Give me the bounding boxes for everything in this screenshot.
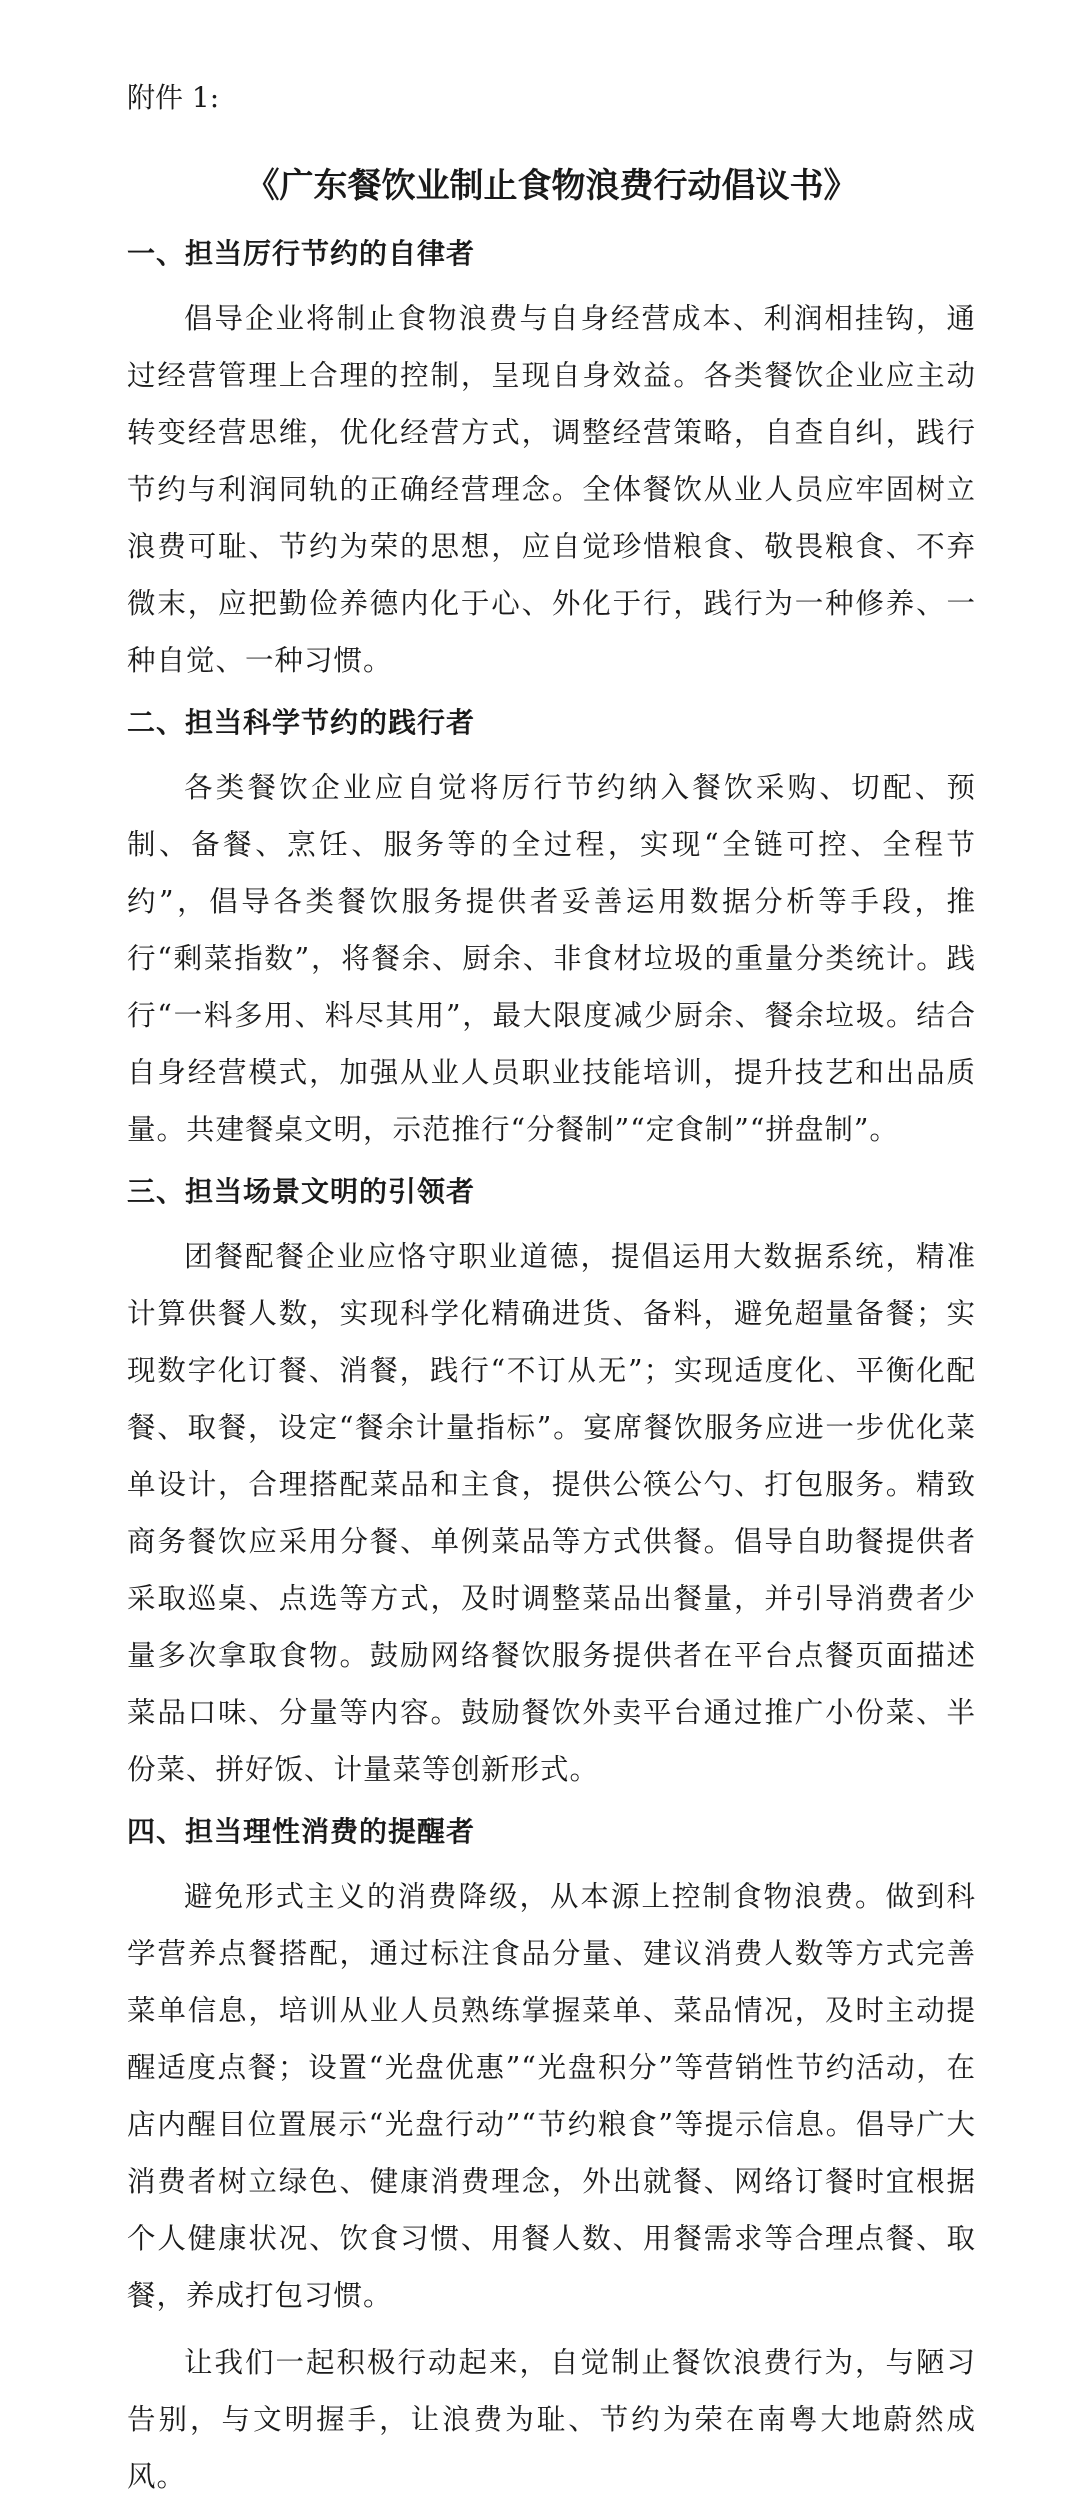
section-1 bbox=[127, 230, 976, 689]
closing-paragraph: 让我们一起积极行动起来，自觉制止餐饮浪费行为，与陋习告别，与文明握手，让浪费为耻、节约为荣在南粤大地蔚然成风。 bbox=[127, 2346, 976, 2493]
document-title: 《广东餐饮业制止食物浪费行动倡议书》 bbox=[245, 166, 858, 206]
attachment-label: 附件 1: bbox=[127, 81, 220, 114]
section-4 bbox=[127, 1808, 976, 2324]
section-3 bbox=[127, 1168, 976, 1798]
section-paragraph: 团餐配餐企业应恪守职业道德，提倡运用大数据系统，精准计算供餐人数，实现科学化精确进货、备料，避免超量备餐；实现数字化订餐、消餐，践行“不订从无”；实现适度化、平衡化配餐、取餐，设定“餐余计量指标”。宴席餐饮服务应进一步优化菜单设计，合理搭配菜品和主食，提供公筷公勺、打包服务。精致商务餐饮应采用分餐、单例菜品等方式供餐。倡导自助餐提供者采取巡桌、点选等方式，及时调整菜品出餐量，并引导消费者少量多次拿取食物。鼓励网络餐饮服务提供者在平台点餐页面描述菜品口味、分量等内容。鼓励餐饮外卖平台通过推广小份菜、半份菜、拼好饭、计量菜等创新形式。 bbox=[127, 1240, 976, 1786]
section-2 bbox=[127, 699, 976, 1158]
section-paragraph: 各类餐饮企业应自觉将厉行节约纳入餐饮采购、切配、预制、备餐、烹饪、服务等的全过程，实现“全链可控、全程节约”，倡导各类餐饮服务提供者妥善运用数据分析等手段，推行“剩菜指数”，将餐余、厨余、非食材垃圾的重量分类统计。践行“一料多用、料尽其用”，最大限度减少厨余、餐余垃圾。结合自身经营模式，加强从业人员职业技能培训，提升技艺和出品质量。共建餐桌文明，示范推行“分餐制”“定食制”“拼盘制”。 bbox=[127, 771, 976, 1146]
section-heading: 四、担当理性消费的提醒者 bbox=[127, 1815, 476, 1848]
section-paragraph: 避免形式主义的消费降级，从本源上控制食物浪费。做到科学营养点餐搭配，通过标注食品分量、建议消费人数等方式完善菜单信息，培训从业人员熟练掌握菜单、菜品情况，及时主动提醒适度点餐；设置“光盘优惠”“光盘积分”等营销性节约活动，在店内醒目位置展示“光盘行动”“节约粮食”等提示信息。倡导广大消费者树立绿色、健康消费理念，外出就餐、网络订餐时宜根据个人健康状况、饮食习惯、用餐人数、用餐需求等合理点餐、取餐，养成打包习惯。 bbox=[127, 1880, 976, 2312]
section-paragraph: 倡导企业将制止食物浪费与自身经营成本、利润相挂钩，通过经营管理上合理的控制，呈现自身效益。各类餐饮企业应主动转变经营思维，优化经营方式，调整经营策略，自查自纠，践行节约与利润同轨的正确经营理念。全体餐饮从业人员应牢固树立浪费可耻、节约为荣的思想，应自觉珍惜粮食、敬畏粮食、不弃微末，应把勤俭养德内化于心、外化于行，践行为一种修养、一种自觉、一种习惯。 bbox=[127, 302, 976, 677]
section-heading: 一、担当厉行节约的自律者 bbox=[127, 237, 476, 270]
section-heading: 二、担当科学节约的践行者 bbox=[127, 706, 476, 739]
section-heading: 三、担当场景文明的引领者 bbox=[127, 1175, 476, 1208]
